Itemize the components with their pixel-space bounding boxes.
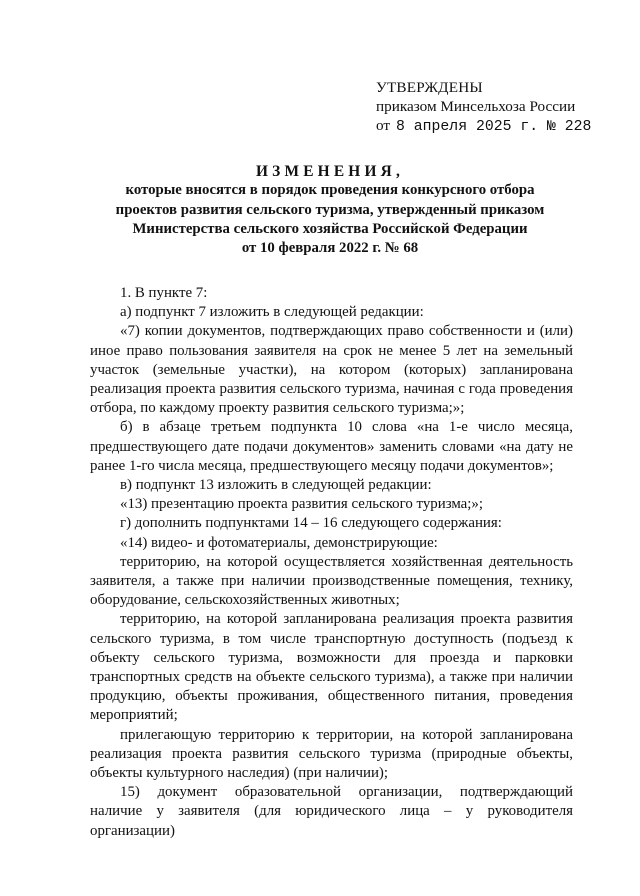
paragraph-6: «13) презентацию проекта развития сельского туризма;»;	[120, 496, 484, 513]
paragraph-5: в) подпункт 13 изложить в следующей редакции:	[120, 477, 432, 494]
approval-date-prefix: от	[376, 117, 391, 134]
paragraph-12: 15) документ образовательной организации, подтверждающий наличие у заявителя (для юридического лица – у руководителя организации)	[90, 784, 573, 839]
paragraph-3: «7) копии документов, подтверждающих право собственности и (или) иное право пользования заявителя на срок не менее 5 лет на земельный участок (земельные участки), на котором (которых) запланирована реализация проекта развития сельского туризма, начиная с года проведения отбора, по каждому проекту развития сельского туризма;»;	[90, 323, 573, 417]
paragraph-4: б) в абзаце третьем подпункта 10 слова «на 1-е число месяца, предшествующего дате подачи документов» заменить словами «на дату не ранее 1-го числа месяца, предшествующего месяцу подачи документов»;	[90, 419, 573, 474]
document-body	[90, 284, 573, 841]
paragraph-2: а) подпункт 7 изложить в следующей редакции:	[120, 304, 424, 321]
title-line-4: от 10 февраля 2022 г. № 68	[241, 240, 419, 257]
paragraph-9: территорию, на которой осуществляется хозяйственная деятельность заявителя, а также при наличии производственные помещения, технику, оборудование, сельскохозяйственных животных;	[90, 553, 573, 609]
title-line-2: проектов развития сельского туризма, утвержденный приказом	[115, 201, 545, 218]
approval-stamp	[376, 78, 616, 137]
approval-date-line	[376, 116, 616, 137]
approval-order-line: приказом Минсельхоза России	[376, 98, 576, 115]
document-title	[60, 162, 600, 258]
title-line-1: которые вносятся в порядок проведения конкурсного отбора	[125, 182, 535, 199]
paragraph-1: 1. В пункте 7:	[120, 285, 208, 301]
paragraph-10: территорию, на которой запланирована реализация проекта развития сельского туризма, в том числе транспортную доступность (подъезд к объекту сельского туризма, возможности для проезда и парковки транспортных средств на объекте сельского туризма), а также при наличии продукцию, объекты проживания, общественного питания, проведения мероприятий;	[90, 611, 573, 724]
paragraph-8: «14) видео- и фотоматериалы, демонстрирующие:	[120, 534, 438, 551]
title-heading: ИЗМЕНЕНИЯ,	[255, 163, 405, 180]
paragraph-11: прилегающую территорию к территории, на которой запланирована реализация проекта развития сельского туризма (природные объекты, объекты культурного наследия) (при наличии);	[90, 726, 573, 782]
paragraph-7: г) дополнить подпунктами 14 – 16 следующего содержания:	[120, 515, 502, 532]
title-line-3: Министерства сельского хозяйства Российской Федерации	[132, 220, 528, 237]
approval-date-value: 8 апреля 2025 г. № 228	[396, 119, 592, 135]
approval-heading: УТВЕРЖДЕНЫ	[376, 79, 483, 96]
